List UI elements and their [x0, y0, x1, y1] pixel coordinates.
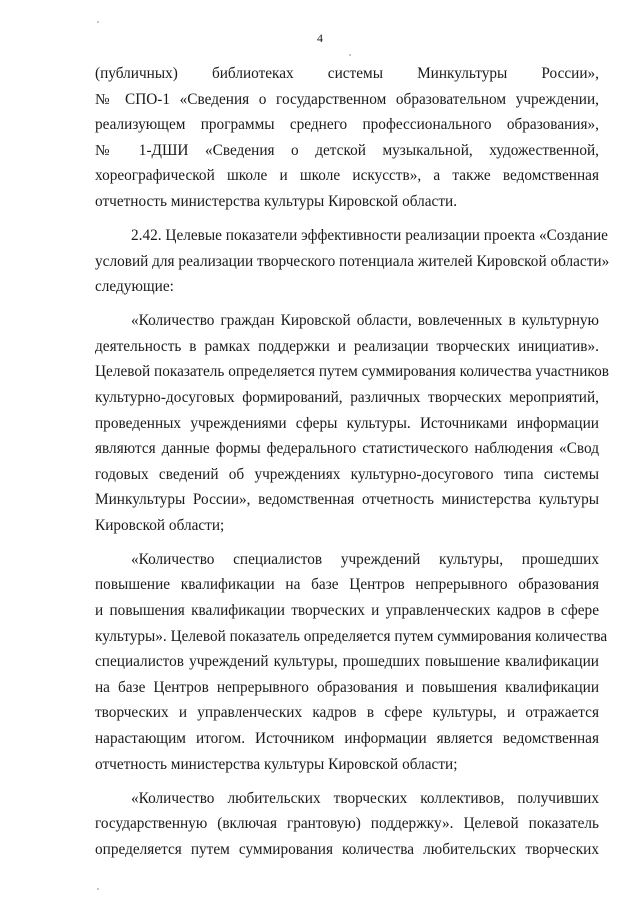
text-line: на базе Центров непрерывного образования и повышения квалификации — [95, 678, 599, 696]
text-line: нарастающим итогом. Источником информации является ведомственная — [95, 730, 599, 748]
text-line: повышение квалификации на базе Центров непрерывного образования — [95, 576, 599, 594]
text-line: являются данные формы федерального статистического наблюдения «Свод — [95, 440, 599, 458]
scan-speck — [349, 54, 351, 56]
text-line: следующие: — [95, 278, 174, 296]
text-line: Кировской области; — [95, 516, 225, 534]
text-line: определяется путем суммирования количества любительских творческих — [95, 840, 599, 858]
text-line: хореографической школе и школе искусств», а также ведомственная — [95, 167, 599, 185]
text-line: условий для реализации творческого потенциала жителей Кировской области» — [95, 252, 610, 270]
page-number: 4 — [317, 31, 323, 45]
text-line: культурно-досуговых формирований, различных творческих мероприятий, — [95, 388, 599, 406]
text-line: государственную (включая грантовую) поддержку». Целевой показатель — [95, 815, 599, 833]
paragraph — [95, 61, 599, 215]
paragraph — [95, 547, 608, 777]
paragraph — [95, 223, 610, 300]
text-line: № 1-ДШИ «Сведения о детской музыкальной, художественной, — [95, 141, 599, 159]
scan-speck — [97, 21, 99, 23]
text-line: «Количество специалистов учреждений культуры, прошедших — [131, 550, 599, 568]
text-line: «Количество любительских творческих коллективов, получивших — [131, 789, 599, 807]
scan-speck — [97, 888, 99, 890]
document-body — [95, 61, 610, 862]
text-line: 2.42. Целевые показатели эффективности реализации проекта «Создание — [131, 226, 608, 244]
paragraph — [95, 786, 599, 863]
text-line: отчетность министерства культуры Кировской области. — [95, 192, 458, 210]
text-line: культуры». Целевой показатель определяется путем суммирования количества — [95, 627, 608, 645]
text-line: специалистов учреждений культуры, прошедших повышение квалификации — [95, 653, 599, 671]
text-line: годовых сведений об учреждениях культурно-досугового типа системы — [95, 465, 599, 483]
text-line: Минкультуры России», ведомственная отчетность министерства культуры — [95, 491, 599, 509]
text-line: и повышения квалификации творческих и управленческих кадров в сфере — [95, 602, 599, 620]
text-line: «Количество граждан Кировской области, вовлеченных в культурную — [131, 312, 599, 330]
text-line: (публичных) библиотеках системы Минкультуры России», — [95, 65, 599, 82]
text-line: Целевой показатель определяется путем суммирования количества участников — [95, 363, 609, 381]
text-line: творческих и управленческих кадров в сфере культуры, и отражается — [95, 704, 599, 722]
text-line: отчетность министерства культуры Кировской области; — [95, 755, 458, 773]
text-line: № СПО-1 «Сведения о государственном образовательном учреждении, — [95, 90, 599, 108]
text-line: реализующем программы среднего профессионального образования», — [95, 116, 599, 134]
text-line: проведенных учреждениями сферы культуры. Источниками информации — [95, 414, 599, 432]
text-line: деятельность в рамках поддержки и реализации творческих инициатив». — [95, 337, 599, 355]
paragraph — [95, 308, 609, 538]
